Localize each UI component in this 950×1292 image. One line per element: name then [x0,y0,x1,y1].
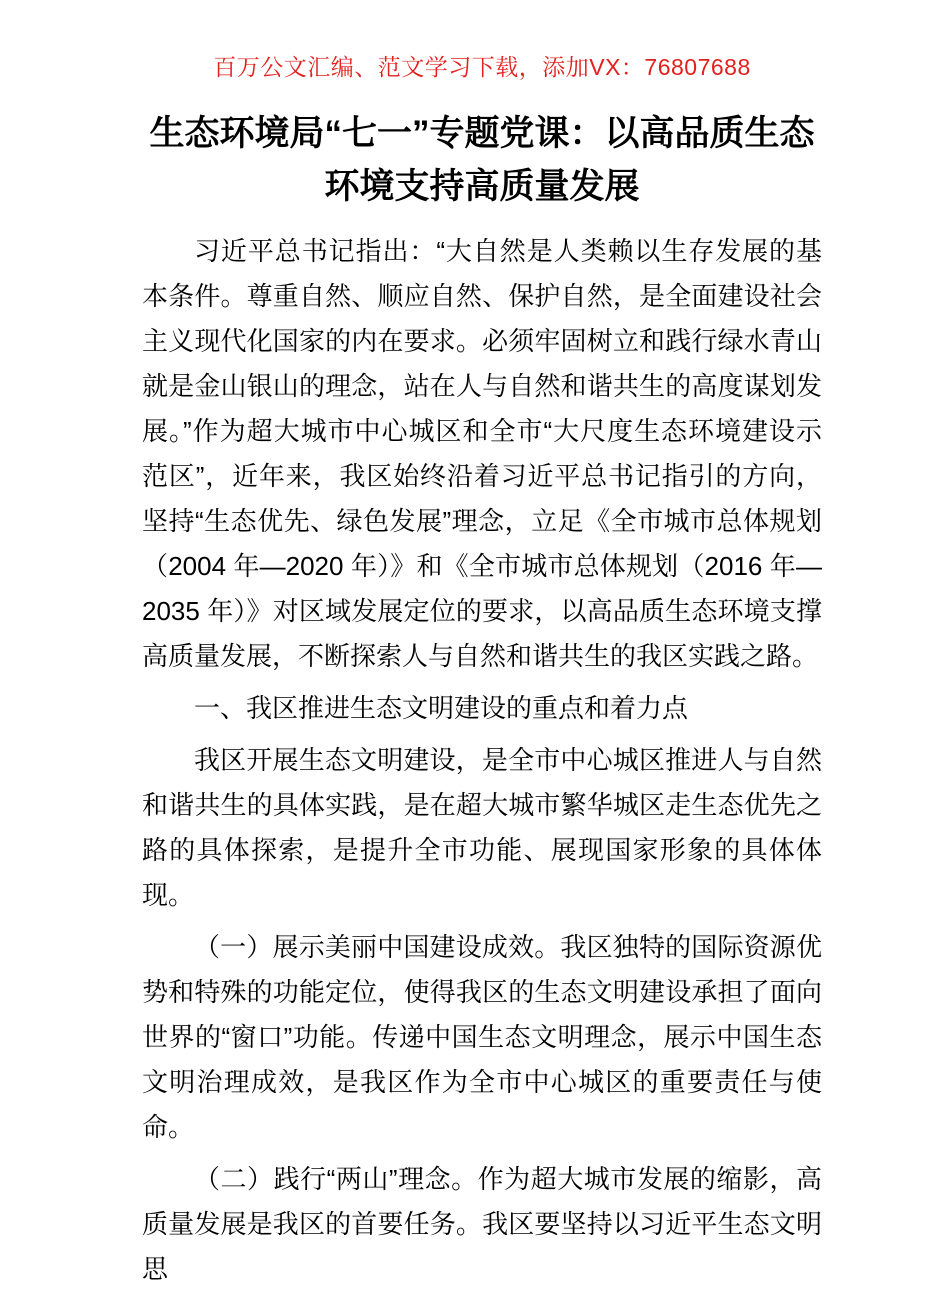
paragraph-intro: 习近平总书记指出：“大自然是人类赖以生存发展的基本条件。尊重自然、顺应自然、保护自然，是全面建设社会主义现代化国家的内在要求。必须牢固树立和践行绿水青山就是金山银山的理念，站在人与自然和谐共生的高度谋划发展。”作为超大城市中心城区和全市“大尺度生态环境建设示范区”，近年来，我区始终沿着习近平总书记指引的方向，坚持“生态优先、绿色发展”理念，立足《全市城市总体规划（2004 年—2020 年）》和《全市城市总体规划（2016 年—2035 年）》对区域发展定位的要求，以高品质生态环境支撑高质量发展，不断探索人与自然和谐共生的我区实践之路。 [142,236,822,671]
paragraph-section1-body: 我区开展生态文明建设，是全市中心城区推进人与自然和谐共生的具体实践，是在超大城市繁华城区走生态优先之路的具体探索，是提升全市功能、展现国家形象的具体体现。 [142,745,822,910]
section-heading-1: 一、我区推进生态文明建设的重点和着力点 [194,693,689,723]
paragraph-point-1: （一）展示美丽中国建设成效。我区独特的国际资源优势和特殊的功能定位，使得我区的生态文明建设承担了面向世界的“窗口”功能。传递中国生态文明理念，展示中国生态文明治理成效，是我区作为全市中心城区的重要责任与使命。 [142,932,822,1142]
paragraph-point-2: （二）践行“两山”理念。作为超大城市发展的缩影，高质量发展是我区的首要任务。我区要坚持以习近平生态文明思 [142,1164,822,1284]
watermark-text: 百万公文汇编、范文学习下载，添加VX：76807688 [213,54,751,80]
document-title: 生态环境局“七一”专题党课：以高品质生态环境支持高质量发展 [149,114,815,206]
